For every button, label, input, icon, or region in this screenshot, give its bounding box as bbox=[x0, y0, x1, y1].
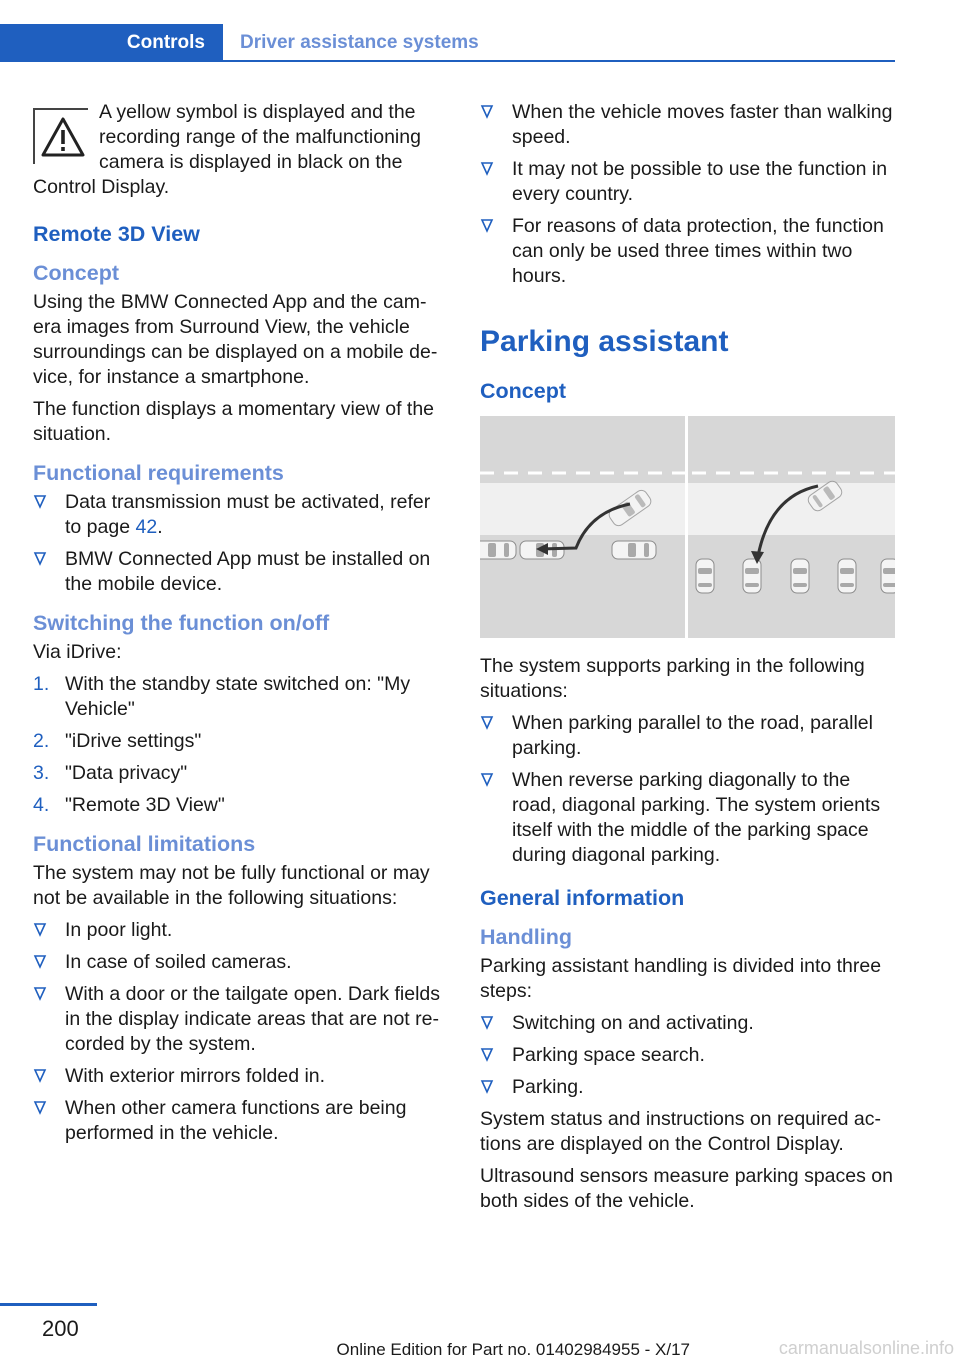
limitations-list bbox=[33, 918, 448, 1146]
warning-text: A yellow symbol is displayed and the recording range of the malfunctioning camera is displayed in black on the bbox=[99, 101, 421, 173]
list-item bbox=[33, 672, 448, 722]
triangle-bullet-icon bbox=[33, 551, 47, 567]
heading-functional-limitations: Functional limitations bbox=[33, 832, 256, 856]
handling-steps-list bbox=[480, 1011, 895, 1100]
limitation-text: It may not be possible to use the function in every country. bbox=[512, 158, 888, 205]
list-item bbox=[480, 157, 895, 207]
list-item bbox=[480, 711, 895, 761]
triangle-bullet-icon bbox=[33, 1100, 47, 1116]
header-rule bbox=[223, 60, 895, 62]
supports-paragraph: The system supports parking in the following situations: bbox=[480, 655, 865, 702]
heading-concept: Concept bbox=[480, 379, 566, 403]
triangle-bullet-icon bbox=[33, 954, 47, 970]
triangle-bullet-icon bbox=[480, 772, 494, 788]
limitation-text: With exterior mirrors folded in. bbox=[65, 1065, 326, 1087]
page-reference-link[interactable]: 42 bbox=[135, 516, 158, 538]
footer-rule bbox=[0, 1303, 97, 1306]
situation-text: When reverse parking diagonally to the road, diagonal parking. The system orients itself with the middle of the parking space during diagonal parking. bbox=[512, 769, 881, 866]
handling-step-text: Parking. bbox=[512, 1076, 584, 1098]
section-title[interactable]: Driver assistance systems bbox=[240, 32, 479, 53]
handling-step-text: Parking space search. bbox=[512, 1044, 705, 1066]
heading-handling: Handling bbox=[480, 925, 572, 949]
triangle-bullet-icon bbox=[480, 104, 494, 120]
via-idrive: Via iDrive: bbox=[33, 641, 122, 663]
requirement-text: BMW Connected App must be installed on the mobile device. bbox=[65, 548, 431, 595]
status-paragraph: System status and instructions on required actions are displayed on the Control Display. bbox=[480, 1108, 882, 1155]
list-item bbox=[33, 982, 448, 1057]
requirement-text: Data transmission must be activated, refer to page bbox=[65, 491, 431, 538]
handling-intro: Parking assistant handling is divided into three steps: bbox=[480, 955, 882, 1002]
page-header bbox=[0, 0, 960, 62]
parking-diagram-graphic bbox=[480, 416, 895, 638]
requirements-list bbox=[33, 490, 448, 597]
list-item bbox=[480, 768, 895, 868]
warning-notice bbox=[33, 100, 448, 175]
requirement-text-end: . bbox=[157, 516, 163, 538]
list-item bbox=[480, 1011, 895, 1036]
triangle-bullet-icon bbox=[480, 715, 494, 731]
heading-functional-requirements: Functional requirements bbox=[33, 461, 284, 485]
step-number: 1. bbox=[33, 673, 50, 695]
right-column bbox=[480, 100, 895, 1221]
left-column bbox=[33, 100, 448, 1153]
edition-note: Online Edition for Part no. 01402984955 - X/17 bbox=[336, 1340, 690, 1359]
list-item bbox=[33, 547, 448, 597]
limitation-text: When the vehicle moves faster than walking speed. bbox=[512, 101, 893, 148]
triangle-bullet-icon bbox=[480, 1079, 494, 1095]
parking-illustration bbox=[480, 416, 895, 638]
list-item bbox=[33, 729, 448, 754]
concept-paragraph-1: Using the BMW Connected App and the camera images from Surround View, the vehicle surroundings can be displayed on a mobile device, for instance a smartphone. bbox=[33, 291, 438, 388]
list-item bbox=[480, 214, 895, 289]
step-text: With the standby state switched on: "My Vehicle" bbox=[65, 673, 411, 720]
limitations-intro: The system may not be fully functional or may not be available in the following situations: bbox=[33, 862, 430, 909]
list-item bbox=[33, 490, 448, 540]
list-item bbox=[33, 1064, 448, 1089]
warning-icon bbox=[33, 108, 88, 164]
step-text: "iDrive settings" bbox=[65, 730, 202, 752]
watermark: carmanualsonline.info bbox=[778, 1338, 954, 1358]
heading-concept: Concept bbox=[33, 261, 119, 285]
heading-switching: Switching the function on/off bbox=[33, 611, 330, 635]
step-number: 2. bbox=[33, 730, 50, 752]
limitation-text: When other camera functions are being performed in the vehicle. bbox=[65, 1097, 407, 1144]
limitations-list-continued bbox=[480, 100, 895, 289]
situation-text: When parking parallel to the road, parallel parking. bbox=[512, 712, 873, 759]
warning-text-continued: Control Display. bbox=[33, 176, 170, 198]
list-item bbox=[480, 1075, 895, 1100]
limitation-text: In case of soiled cameras. bbox=[65, 951, 292, 973]
situations-list bbox=[480, 711, 895, 868]
steps-list bbox=[33, 672, 448, 818]
list-item bbox=[33, 1096, 448, 1146]
triangle-bullet-icon bbox=[480, 1015, 494, 1031]
list-item bbox=[480, 1043, 895, 1068]
limitation-text: With a door or the tailgate open. Dark fields in the display indicate areas that are not recorded by the system. bbox=[65, 983, 441, 1055]
handling-step-text: Switching on and activating. bbox=[512, 1012, 754, 1034]
step-text: "Remote 3D View" bbox=[65, 794, 225, 816]
step-number: 4. bbox=[33, 794, 50, 816]
triangle-bullet-icon bbox=[480, 218, 494, 234]
list-item bbox=[33, 761, 448, 786]
page-number: 200 bbox=[42, 1316, 79, 1341]
heading-parking-assistant: Parking assistant bbox=[480, 325, 729, 358]
concept-paragraph-2: The function displays a momentary view of the situation. bbox=[33, 398, 435, 445]
list-item bbox=[33, 918, 448, 943]
triangle-bullet-icon bbox=[480, 161, 494, 177]
ultrasound-paragraph: Ultrasound sensors measure parking spaces on both sides of the vehicle. bbox=[480, 1165, 893, 1212]
triangle-bullet-icon bbox=[33, 922, 47, 938]
heading-general-information: General information bbox=[480, 886, 685, 910]
heading-remote-3d-view: Remote 3D View bbox=[33, 222, 200, 246]
triangle-bullet-icon bbox=[33, 494, 47, 510]
list-item bbox=[33, 950, 448, 975]
step-text: "Data privacy" bbox=[65, 762, 188, 784]
limitation-text: In poor light. bbox=[65, 919, 173, 941]
triangle-bullet-icon bbox=[480, 1047, 494, 1063]
list-item bbox=[480, 100, 895, 150]
triangle-bullet-icon bbox=[33, 1068, 47, 1084]
triangle-bullet-icon bbox=[33, 986, 47, 1002]
chapter-tab[interactable]: Controls bbox=[0, 24, 223, 62]
step-number: 3. bbox=[33, 762, 50, 784]
limitation-text: For reasons of data protection, the function can only be used three times within two hours. bbox=[512, 215, 884, 287]
list-item bbox=[33, 793, 448, 818]
